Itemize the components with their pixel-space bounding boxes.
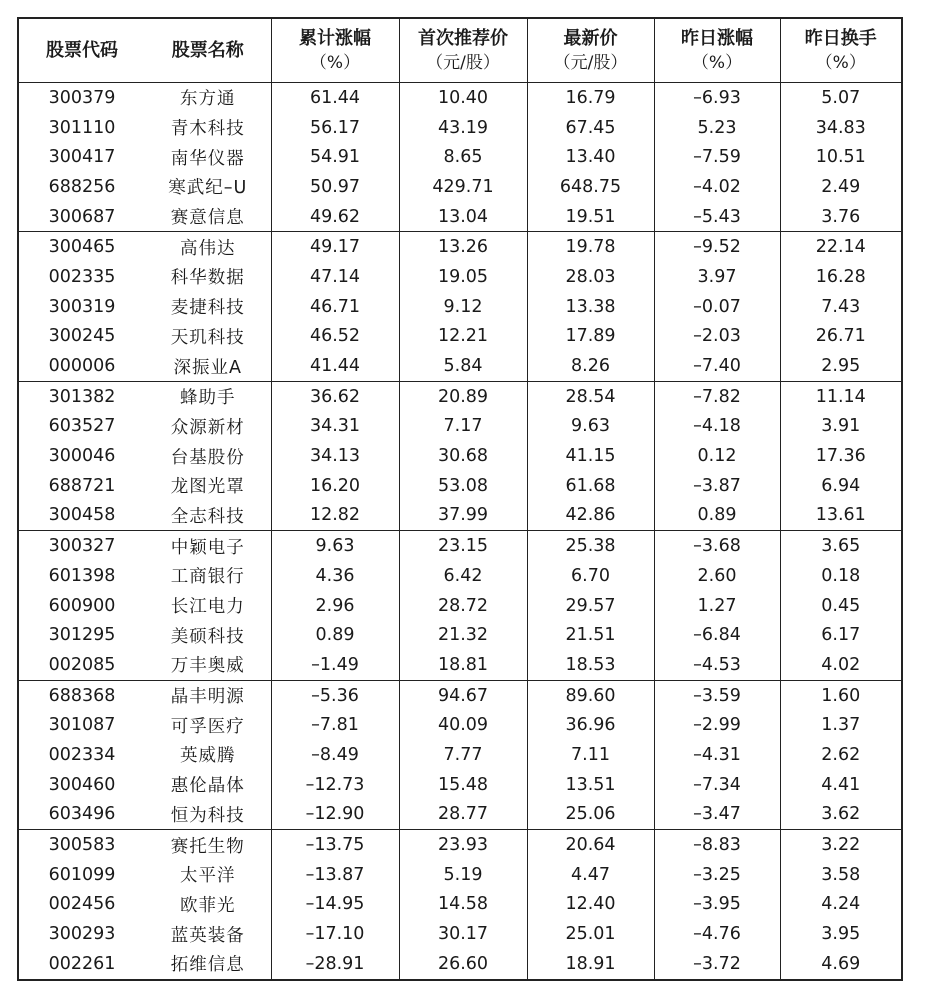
cell-yesterday-turnover: 0.45: [780, 591, 902, 621]
cell-yesterday-turnover: 3.76: [780, 202, 902, 232]
table-row: [18, 710, 902, 740]
cell-cumulative-gain: 34.13: [271, 441, 399, 471]
cell-yesterday-turnover: 6.94: [780, 471, 902, 501]
cell-first-recommend-price: 28.72: [399, 591, 527, 621]
cell-stock-code: 603496: [48, 804, 116, 825]
cell-latest-price: 648.75: [527, 172, 654, 202]
cell-yesterday-turnover: 16.28: [780, 262, 902, 292]
cell-yesterday-change: –3.59: [654, 680, 780, 710]
cell-latest-price: 12.40: [527, 890, 654, 920]
cell-stock-name: 科华数据: [145, 262, 271, 292]
cell-stock-code: 688368: [18, 680, 145, 710]
cell-first-recommend-price: 94.67: [399, 680, 527, 710]
cell-stock-code: 002456: [48, 894, 116, 915]
table-body: [18, 83, 902, 980]
cell-latest-price: 25.01: [527, 919, 654, 949]
cell-cumulative-gain: 46.71: [271, 292, 399, 322]
cell-yesterday-turnover: 17.36: [780, 441, 902, 471]
table-row: [18, 471, 902, 501]
cell-yesterday-change: –3.95: [654, 890, 780, 920]
cell-cumulative-gain: –1.49: [271, 650, 399, 680]
cell-first-recommend-price: 13.04: [399, 202, 527, 232]
cell-latest-price: 42.86: [527, 501, 654, 531]
table-row: [18, 142, 902, 172]
table-row: [18, 292, 902, 322]
cell-stock-name: 可孚医疗: [145, 710, 271, 740]
cell-yesterday-turnover: 6.17: [780, 620, 902, 650]
cell-stock-code: 300245: [48, 326, 116, 347]
cell-latest-price: 20.64: [527, 830, 654, 860]
cell-stock-name: 惠伦晶体: [145, 770, 271, 800]
cell-cumulative-gain: 49.17: [271, 232, 399, 262]
cell-yesterday-change: –9.52: [654, 232, 780, 262]
cell-yesterday-turnover: 11.14: [780, 381, 902, 411]
cell-yesterday-turnover: 4.02: [780, 650, 902, 680]
cell-yesterday-turnover: 3.22: [780, 830, 902, 860]
cell-stock-name: 蜂助手: [145, 381, 271, 411]
cell-latest-price: 25.38: [527, 531, 654, 561]
cell-first-recommend-price: 53.08: [399, 471, 527, 501]
cell-first-recommend-price: 26.60: [399, 949, 527, 980]
cell-yesterday-turnover: 2.95: [780, 351, 902, 381]
cell-cumulative-gain: –12.73: [271, 770, 399, 800]
cell-latest-price: 19.78: [527, 232, 654, 262]
cell-latest-price: 36.96: [527, 710, 654, 740]
cell-stock-name: 工商银行: [145, 561, 271, 591]
cell-first-recommend-price: 5.84: [399, 351, 527, 381]
cell-stock-name: 赛意信息: [145, 202, 271, 232]
cell-yesterday-turnover: 5.07: [780, 83, 902, 113]
cell-first-recommend-price: 30.68: [399, 441, 527, 471]
cell-latest-price: 61.68: [527, 471, 654, 501]
cell-yesterday-change: –7.34: [654, 770, 780, 800]
cell-cumulative-gain: –13.87: [271, 860, 399, 890]
cell-stock-name: 东方通: [145, 83, 271, 113]
table-row: [18, 531, 902, 561]
cell-latest-price: 9.63: [527, 412, 654, 442]
cell-first-recommend-price: 19.05: [399, 262, 527, 292]
cell-yesterday-change: –2.03: [654, 322, 780, 352]
cell-stock-name: 寒武纪–U: [145, 172, 271, 202]
cell-stock-code: 300379: [48, 87, 116, 108]
cell-yesterday-turnover: 3.58: [780, 860, 902, 890]
cell-first-recommend-price: 28.77: [399, 800, 527, 830]
table-row: [18, 919, 902, 949]
table-row: [18, 113, 902, 143]
cell-yesterday-turnover: 22.14: [780, 232, 902, 262]
table-row: [18, 680, 902, 710]
cell-yesterday-change: 0.89: [654, 501, 780, 531]
cell-yesterday-turnover: 7.43: [780, 292, 902, 322]
cell-yesterday-change: –3.25: [654, 860, 780, 890]
cell-stock-code: 300460: [48, 774, 116, 795]
cell-yesterday-turnover: 0.18: [780, 561, 902, 591]
cell-yesterday-turnover: 2.62: [780, 740, 902, 770]
cell-yesterday-change: –8.83: [654, 830, 780, 860]
cell-yesterday-change: 1.27: [654, 591, 780, 621]
cell-stock-name: 深振业A: [145, 351, 271, 381]
cell-latest-price: 13.38: [527, 292, 654, 322]
cell-yesterday-turnover: 3.65: [780, 531, 902, 561]
cell-cumulative-gain: 46.52: [271, 322, 399, 352]
header-yesterday-change: 昨日涨幅 （%）: [654, 18, 780, 83]
cell-latest-price: 89.60: [527, 680, 654, 710]
cell-first-recommend-price: 37.99: [399, 501, 527, 531]
cell-stock-code: 300687: [48, 206, 116, 227]
cell-cumulative-gain: –8.49: [271, 740, 399, 770]
cell-stock-code: 688721: [48, 475, 116, 496]
cell-stock-name: 长江电力: [145, 591, 271, 621]
cell-stock-name: 赛托生物: [145, 830, 271, 860]
cell-cumulative-gain: 0.89: [271, 620, 399, 650]
cell-stock-name: 众源新材: [145, 412, 271, 442]
cell-stock-code: 300046: [48, 446, 116, 467]
cell-stock-name: 美硕科技: [145, 620, 271, 650]
table-row: [18, 561, 902, 591]
table-header: [18, 18, 902, 83]
cell-stock-name: 龙图光罩: [145, 471, 271, 501]
cell-yesterday-change: 0.12: [654, 441, 780, 471]
cell-first-recommend-price: 6.42: [399, 561, 527, 591]
header-latest-price: 最新价 （元/股）: [527, 18, 654, 83]
table-row: [18, 830, 902, 860]
cell-stock-code: 002334: [48, 744, 116, 765]
cell-cumulative-gain: 4.36: [271, 561, 399, 591]
cell-stock-code: 000006: [48, 356, 116, 377]
cell-stock-code: 301087: [48, 715, 116, 736]
cell-latest-price: 8.26: [527, 351, 654, 381]
table-row: [18, 740, 902, 770]
cell-first-recommend-price: 7.77: [399, 740, 527, 770]
cell-cumulative-gain: –14.95: [271, 890, 399, 920]
cell-stock-name: 万丰奥威: [145, 650, 271, 680]
cell-stock-name: 全志科技: [145, 501, 271, 531]
cell-cumulative-gain: –12.90: [271, 800, 399, 830]
cell-yesterday-change: 5.23: [654, 113, 780, 143]
table-row: [18, 800, 902, 830]
cell-yesterday-change: –4.02: [654, 172, 780, 202]
cell-stock-name: 拓维信息: [145, 949, 271, 980]
cell-yesterday-change: –4.31: [654, 740, 780, 770]
cell-cumulative-gain: 50.97: [271, 172, 399, 202]
cell-first-recommend-price: 21.32: [399, 620, 527, 650]
cell-yesterday-turnover: 34.83: [780, 113, 902, 143]
cell-cumulative-gain: 34.31: [271, 412, 399, 442]
cell-yesterday-change: –0.07: [654, 292, 780, 322]
cell-first-recommend-price: 20.89: [399, 381, 527, 411]
cell-yesterday-turnover: 1.37: [780, 710, 902, 740]
cell-stock-name: 天玑科技: [145, 322, 271, 352]
cell-stock-code: 300583: [18, 830, 145, 860]
cell-latest-price: 17.89: [527, 322, 654, 352]
cell-latest-price: 29.57: [527, 591, 654, 621]
cell-cumulative-gain: –28.91: [271, 949, 399, 980]
cell-stock-code: 002085: [48, 654, 116, 675]
cell-stock-code: 600900: [48, 595, 116, 616]
cell-yesterday-change: –3.47: [654, 800, 780, 830]
table-row: [18, 351, 902, 381]
cell-latest-price: 19.51: [527, 202, 654, 232]
cell-stock-code: 300327: [18, 531, 145, 561]
table-row: [18, 322, 902, 352]
cell-cumulative-gain: 54.91: [271, 142, 399, 172]
cell-yesterday-turnover: 10.51: [780, 142, 902, 172]
cell-stock-name: 太平洋: [145, 860, 271, 890]
cell-latest-price: 13.51: [527, 770, 654, 800]
cell-cumulative-gain: 47.14: [271, 262, 399, 292]
cell-latest-price: 16.79: [527, 83, 654, 113]
cell-first-recommend-price: 12.21: [399, 322, 527, 352]
cell-yesterday-change: –4.53: [654, 650, 780, 680]
cell-first-recommend-price: 8.65: [399, 142, 527, 172]
table-row: [18, 890, 902, 920]
cell-cumulative-gain: –17.10: [271, 919, 399, 949]
cell-stock-code: 601398: [48, 565, 116, 586]
table-row: [18, 949, 902, 980]
cell-latest-price: 67.45: [527, 113, 654, 143]
cell-yesterday-turnover: 3.91: [780, 412, 902, 442]
cell-latest-price: 28.54: [527, 381, 654, 411]
cell-latest-price: 21.51: [527, 620, 654, 650]
cell-stock-code: 300319: [48, 296, 116, 317]
cell-stock-name: 南华仪器: [145, 142, 271, 172]
cell-yesterday-change: 3.97: [654, 262, 780, 292]
cell-cumulative-gain: 9.63: [271, 531, 399, 561]
cell-yesterday-turnover: 13.61: [780, 501, 902, 531]
cell-yesterday-turnover: 4.24: [780, 890, 902, 920]
cell-latest-price: 18.91: [527, 949, 654, 980]
table-row: [18, 441, 902, 471]
cell-cumulative-gain: 61.44: [271, 83, 399, 113]
cell-stock-code: 603527: [48, 416, 116, 437]
cell-yesterday-change: –3.68: [654, 531, 780, 561]
cell-yesterday-turnover: 1.60: [780, 680, 902, 710]
cell-first-recommend-price: 14.58: [399, 890, 527, 920]
cell-latest-price: 13.40: [527, 142, 654, 172]
cell-latest-price: 7.11: [527, 740, 654, 770]
cell-yesterday-change: 2.60: [654, 561, 780, 591]
header-first-recommend-price: 首次推荐价 （元/股）: [399, 18, 527, 83]
cell-yesterday-change: –7.59: [654, 142, 780, 172]
cell-yesterday-turnover: 4.69: [780, 949, 902, 980]
cell-yesterday-change: –2.99: [654, 710, 780, 740]
cell-stock-code: 688256: [48, 176, 116, 197]
cell-first-recommend-price: 15.48: [399, 770, 527, 800]
cell-first-recommend-price: 18.81: [399, 650, 527, 680]
cell-latest-price: 41.15: [527, 441, 654, 471]
cell-latest-price: 4.47: [527, 860, 654, 890]
cell-yesterday-turnover: 2.49: [780, 172, 902, 202]
cell-first-recommend-price: 43.19: [399, 113, 527, 143]
header-stock-name: 股票名称: [145, 18, 271, 83]
table-row: [18, 381, 902, 411]
stock-recommendation-table: [17, 17, 903, 981]
cell-stock-code: 300293: [48, 924, 116, 945]
cell-yesterday-turnover: 3.62: [780, 800, 902, 830]
cell-stock-code: 301382: [18, 381, 145, 411]
cell-cumulative-gain: 12.82: [271, 501, 399, 531]
table-row: [18, 202, 902, 232]
table-row: [18, 650, 902, 680]
cell-stock-code: 300417: [48, 147, 116, 168]
cell-stock-code: 300458: [48, 505, 116, 526]
cell-yesterday-change: –6.84: [654, 620, 780, 650]
cell-stock-name: 青木科技: [145, 113, 271, 143]
cell-first-recommend-price: 40.09: [399, 710, 527, 740]
cell-first-recommend-price: 23.15: [399, 531, 527, 561]
cell-yesterday-turnover: 3.95: [780, 919, 902, 949]
cell-yesterday-change: –5.43: [654, 202, 780, 232]
header-yesterday-turnover: 昨日换手 （%）: [780, 18, 902, 83]
cell-cumulative-gain: 2.96: [271, 591, 399, 621]
cell-latest-price: 28.03: [527, 262, 654, 292]
cell-first-recommend-price: 10.40: [399, 83, 527, 113]
table-row: [18, 232, 902, 262]
cell-stock-name: 麦捷科技: [145, 292, 271, 322]
cell-stock-code: 301295: [48, 625, 116, 646]
cell-latest-price: 25.06: [527, 800, 654, 830]
cell-stock-name: 台基股份: [145, 441, 271, 471]
cell-yesterday-change: –4.76: [654, 919, 780, 949]
header-cumulative-gain: 累计涨幅 （%）: [271, 18, 399, 83]
cell-first-recommend-price: 7.17: [399, 412, 527, 442]
cell-cumulative-gain: –13.75: [271, 830, 399, 860]
cell-stock-code: 301110: [48, 117, 116, 138]
cell-yesterday-turnover: 4.41: [780, 770, 902, 800]
table-row: [18, 860, 902, 890]
cell-first-recommend-price: 23.93: [399, 830, 527, 860]
cell-first-recommend-price: 5.19: [399, 860, 527, 890]
cell-stock-name: 恒为科技: [145, 800, 271, 830]
table-row: [18, 262, 902, 292]
cell-stock-name: 欧菲光: [145, 890, 271, 920]
table-row: [18, 172, 902, 202]
table-row: [18, 591, 902, 621]
header-stock-code: 股票代码: [18, 18, 145, 83]
cell-latest-price: 18.53: [527, 650, 654, 680]
cell-yesterday-change: –7.82: [654, 381, 780, 411]
cell-stock-code: 601099: [48, 864, 116, 885]
table-row: [18, 501, 902, 531]
cell-cumulative-gain: 41.44: [271, 351, 399, 381]
cell-latest-price: 6.70: [527, 561, 654, 591]
cell-stock-code: 002335: [48, 266, 116, 287]
cell-stock-name: 高伟达: [145, 232, 271, 262]
table-row: [18, 83, 902, 113]
cell-yesterday-change: –3.72: [654, 949, 780, 980]
cell-yesterday-change: –4.18: [654, 412, 780, 442]
table-row: [18, 412, 902, 442]
cell-stock-code: 300465: [18, 232, 145, 262]
cell-yesterday-turnover: 26.71: [780, 322, 902, 352]
cell-cumulative-gain: –7.81: [271, 710, 399, 740]
cell-first-recommend-price: 13.26: [399, 232, 527, 262]
cell-stock-name: 晶丰明源: [145, 680, 271, 710]
cell-cumulative-gain: 49.62: [271, 202, 399, 232]
cell-stock-name: 中颖电子: [145, 531, 271, 561]
table-row: [18, 620, 902, 650]
cell-cumulative-gain: 36.62: [271, 381, 399, 411]
cell-first-recommend-price: 9.12: [399, 292, 527, 322]
cell-cumulative-gain: –5.36: [271, 680, 399, 710]
cell-stock-name: 蓝英装备: [145, 919, 271, 949]
cell-yesterday-change: –6.93: [654, 83, 780, 113]
table-row: [18, 770, 902, 800]
cell-yesterday-change: –7.40: [654, 351, 780, 381]
cell-stock-name: 英威腾: [145, 740, 271, 770]
cell-first-recommend-price: 30.17: [399, 919, 527, 949]
cell-stock-code: 002261: [48, 953, 116, 974]
cell-cumulative-gain: 16.20: [271, 471, 399, 501]
cell-cumulative-gain: 56.17: [271, 113, 399, 143]
header-row: [18, 18, 902, 83]
cell-yesterday-change: –3.87: [654, 471, 780, 501]
cell-first-recommend-price: 429.71: [399, 172, 527, 202]
